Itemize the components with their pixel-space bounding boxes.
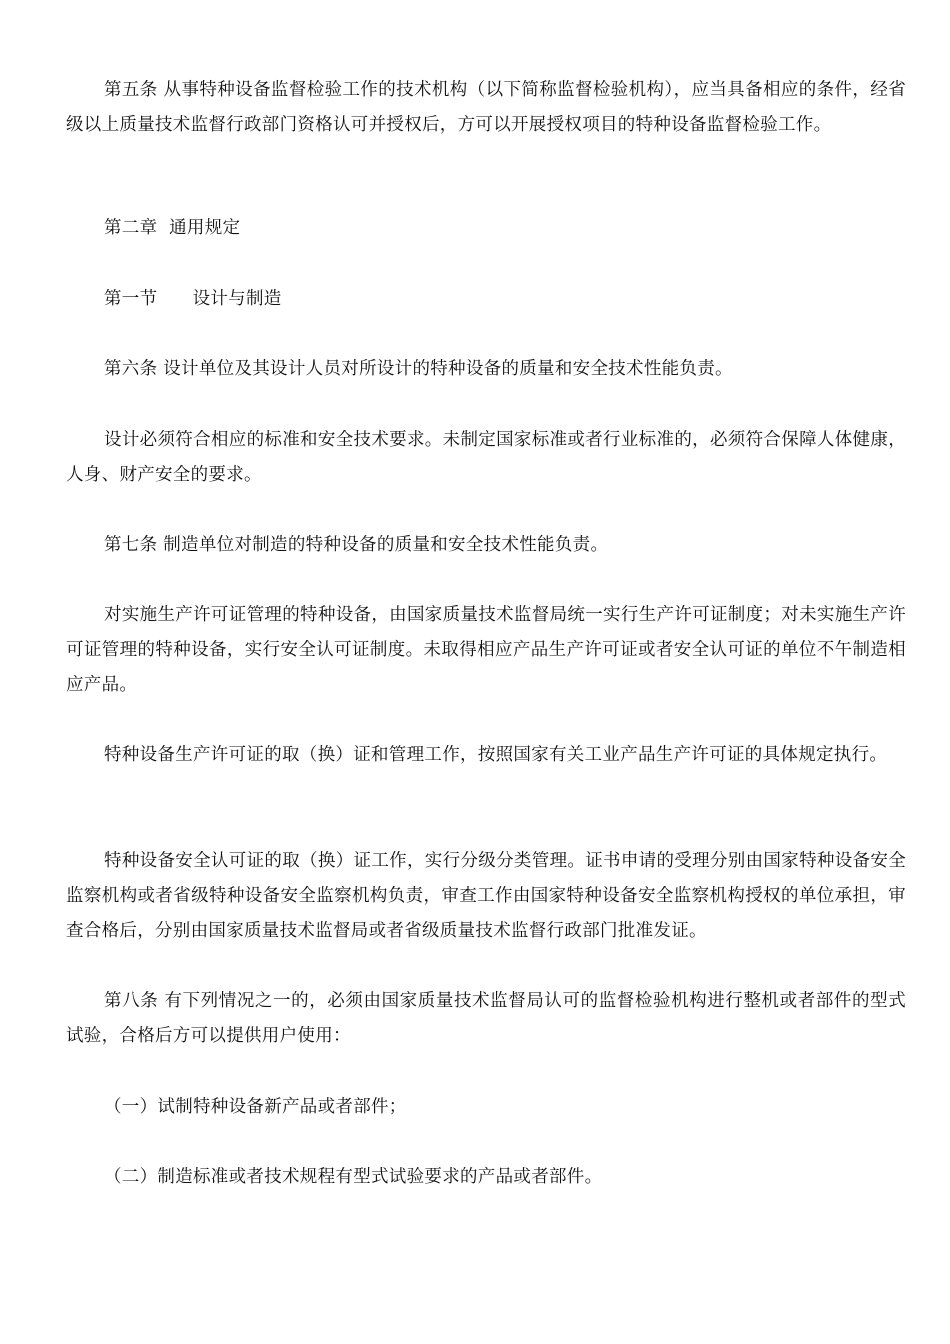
article-7-paragraph: 第七条 制造单位对制造的特种设备的质量和安全技术性能负责。 — [104, 535, 609, 555]
article-7-license-paragraph: 对实施生产许可证管理的特种设备，由国家质量技术监督局统一实行生产许可证制度；对未实施生产许可证管理的特种设备，实行安全认可证制度。未取得相应产品生产许可证或者安全认可证的单位不午制造相应产品。 — [66, 605, 906, 695]
chapter-heading: 第二章 通用规定 — [104, 218, 241, 238]
section-heading: 第一节 设计与制造 — [104, 289, 282, 309]
article-5-paragraph: 第五条 从事特种设备监督检验工作的技术机构（以下简称监督检验机构），应当具备相应的条件，经省级以上质量技术监督行政部门资格认可并授权后，方可以开展授权项目的特种设备监督检验工作。 — [66, 80, 906, 135]
article-8-paragraph: 第八条 有下列情况之一的，必须由国家质量技术监督局认可的监督检验机构进行整机或者部件的型式试验，合格后方可以提供用户使用： — [66, 991, 906, 1046]
article-6-body-paragraph: 设计必须符合相应的标准和安全技术要求。未制定国家标准或者行业标准的，必须符合保障人体健康，人身、财产安全的要求。 — [66, 430, 906, 485]
article-7-certificate-paragraph: 特种设备安全认可证的取（换）证工作，实行分级分类管理。证书申请的受理分别由国家特种设备安全监察机构或者省级特种设备安全监察机构负责，审查工作由国家特种设备安全监察机构授权的单位承担，审查合格后，分别由国家质量技术监督局或者省级质量技术监督行政部门批准发证。 — [66, 851, 906, 941]
list-item: （二）制造标准或者技术规程有型式试验要求的产品或者部件。 — [104, 1167, 603, 1187]
article-6-paragraph: 第六条 设计单位及其设计人员对所设计的特种设备的质量和安全技术性能负责。 — [104, 359, 733, 379]
list-item: （一）试制特种设备新产品或者部件； — [104, 1097, 407, 1117]
article-7-license-rules-paragraph: 特种设备生产许可证的取（换）证和管理工作，按照国家有关工业产品生产许可证的具体规定执行。 — [104, 745, 888, 765]
